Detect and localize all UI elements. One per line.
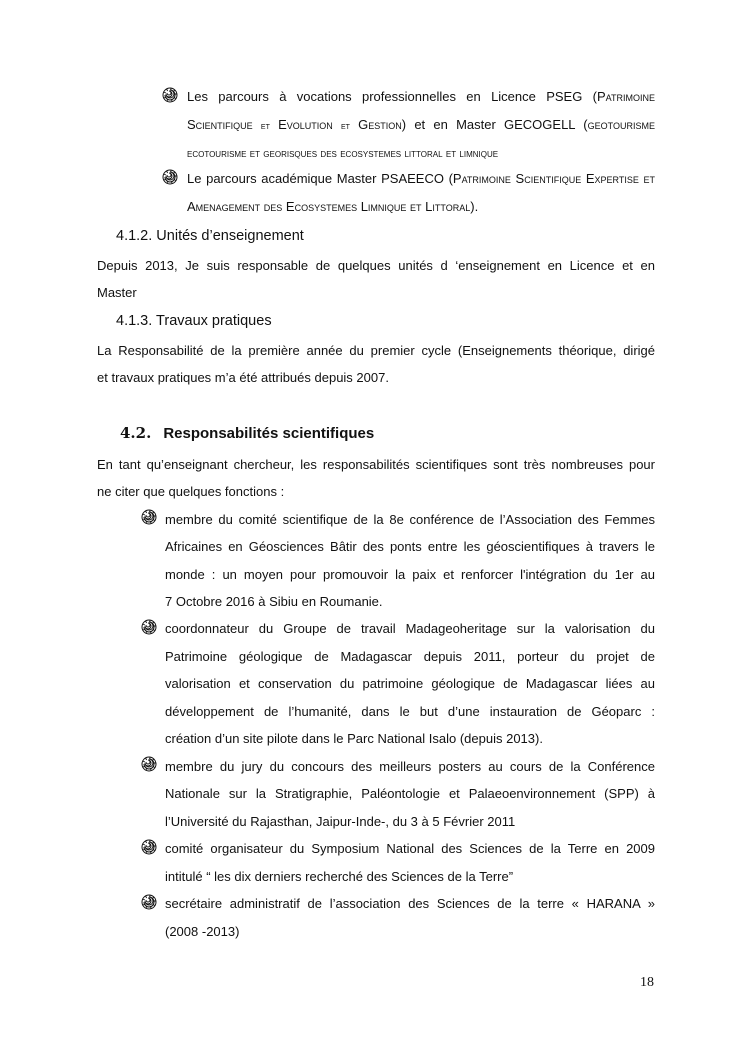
responsibility-item-1-line-2: Africaines en Géosciences Bâtir des ponts entre les géoscientifiques à travers le xyxy=(165,539,655,554)
ammonite-bullet-icon xyxy=(141,619,157,635)
licence-item-2-line-2: Amenagement des Ecosystemes Limnique et Littoral). xyxy=(187,199,479,214)
responsibility-item-3-line-3: l’Université du Rajasthan, Jaipur-Inde-, du 3 à 5 Février 2011 xyxy=(165,814,516,829)
responsibility-item-3-line-2: Nationale sur la Stratigraphie, Paléontologie et Palaeoenvironnement (SPP) à xyxy=(165,786,655,801)
section-4-1-3-line-1: La Responsabilité de la première année du premier cycle (Enseignements théorique, dirigé xyxy=(97,343,655,358)
ammonite-bullet-icon xyxy=(162,169,178,185)
responsibility-item-4-line-2: intitulé “ les dix derniers recherché des Sciences de la Terre” xyxy=(165,869,514,884)
licence-item-1-line-1: Les parcours à vocations professionnelles en Licence PSEG (Patrimoine xyxy=(187,89,655,104)
responsibility-item-2-line-5: création d’un site pilote dans le Parc National Isalo (depuis 2013). xyxy=(165,731,543,746)
section-4-1-2-line-1: Depuis 2013, Je suis responsable de quelques unités d ‘enseignement en Licence et en xyxy=(97,258,655,273)
licence-item-2-line-1: Le parcours académique Master PSAEECO (Patrimoine Scientifique Expertise et xyxy=(187,171,655,186)
responsibility-item-1-line-3: monde : un moyen pour promouvoir la paix et renforcer l'intégration du 1er au xyxy=(165,567,655,582)
section-4-2-number: 4.2. xyxy=(120,424,152,442)
ammonite-bullet-icon xyxy=(141,509,157,525)
responsibility-item-2-line-1: coordonnateur du Groupe de travail Madageoheritage sur la valorisation du xyxy=(165,621,655,636)
section-4-2-heading xyxy=(120,424,374,443)
ammonite-bullet-icon xyxy=(162,87,178,103)
section-4-2-intro-line-2: ne citer que quelques fonctions : xyxy=(97,484,285,499)
responsibility-item-2-line-4: développement de l’humanité, dans le but d’une instauration de Géoparc : xyxy=(165,704,655,719)
ammonite-bullet-icon xyxy=(141,839,157,855)
ammonite-bullet-icon xyxy=(141,756,157,772)
responsibility-item-2-line-3: valorisation et conservation du patrimoine géologique de Madagascar liées au xyxy=(165,676,655,691)
responsibility-item-3-line-1: membre du jury du concours des meilleurs posters au cours de la Conférence xyxy=(165,759,655,774)
section-4-2-title: Responsabilités scientifiques xyxy=(163,425,375,442)
licence-item-1-line-3: ecotourisme et georisques des ecosystemes littoral et limnique xyxy=(187,146,499,160)
section-4-2-intro-line-1: En tant qu’enseignant chercheur, les responsabilités scientifiques sont très nombreuses pour xyxy=(97,457,655,472)
section-4-1-3-heading: 4.1.3. Travaux pratiques xyxy=(116,313,272,329)
responsibility-item-2-line-2: Patrimoine géologique de Madagascar depuis 2011, porteur du projet de xyxy=(165,649,655,664)
responsibility-item-1-line-1: membre du comité scientifique de la 8e conférence de l’Association des Femmes xyxy=(165,512,655,527)
ammonite-bullet-icon xyxy=(141,894,157,910)
page-number: 18 xyxy=(640,975,654,990)
responsibility-item-5-line-1: secrétaire administratif de l’association des Sciences de la terre « HARANA » xyxy=(165,896,655,911)
licence-item-1-line-2: Scientifique et Evolution et Gestion) et en Master GECOGELL (geotourisme xyxy=(187,117,655,132)
responsibility-item-1-line-4: 7 Octobre 2016 à Sibiu en Roumanie. xyxy=(165,594,383,609)
responsibility-item-5-line-2: (2008 -2013) xyxy=(165,924,240,939)
section-4-1-2-line-2: Master xyxy=(97,285,137,300)
section-4-1-3-line-2: et travaux pratiques m’a été attribués depuis 2007. xyxy=(97,370,389,385)
section-4-1-2-heading: 4.1.2. Unités d’enseignement xyxy=(116,228,304,244)
responsibility-item-4-line-1: comité organisateur du Symposium National des Sciences de la Terre en 2009 xyxy=(165,841,655,856)
